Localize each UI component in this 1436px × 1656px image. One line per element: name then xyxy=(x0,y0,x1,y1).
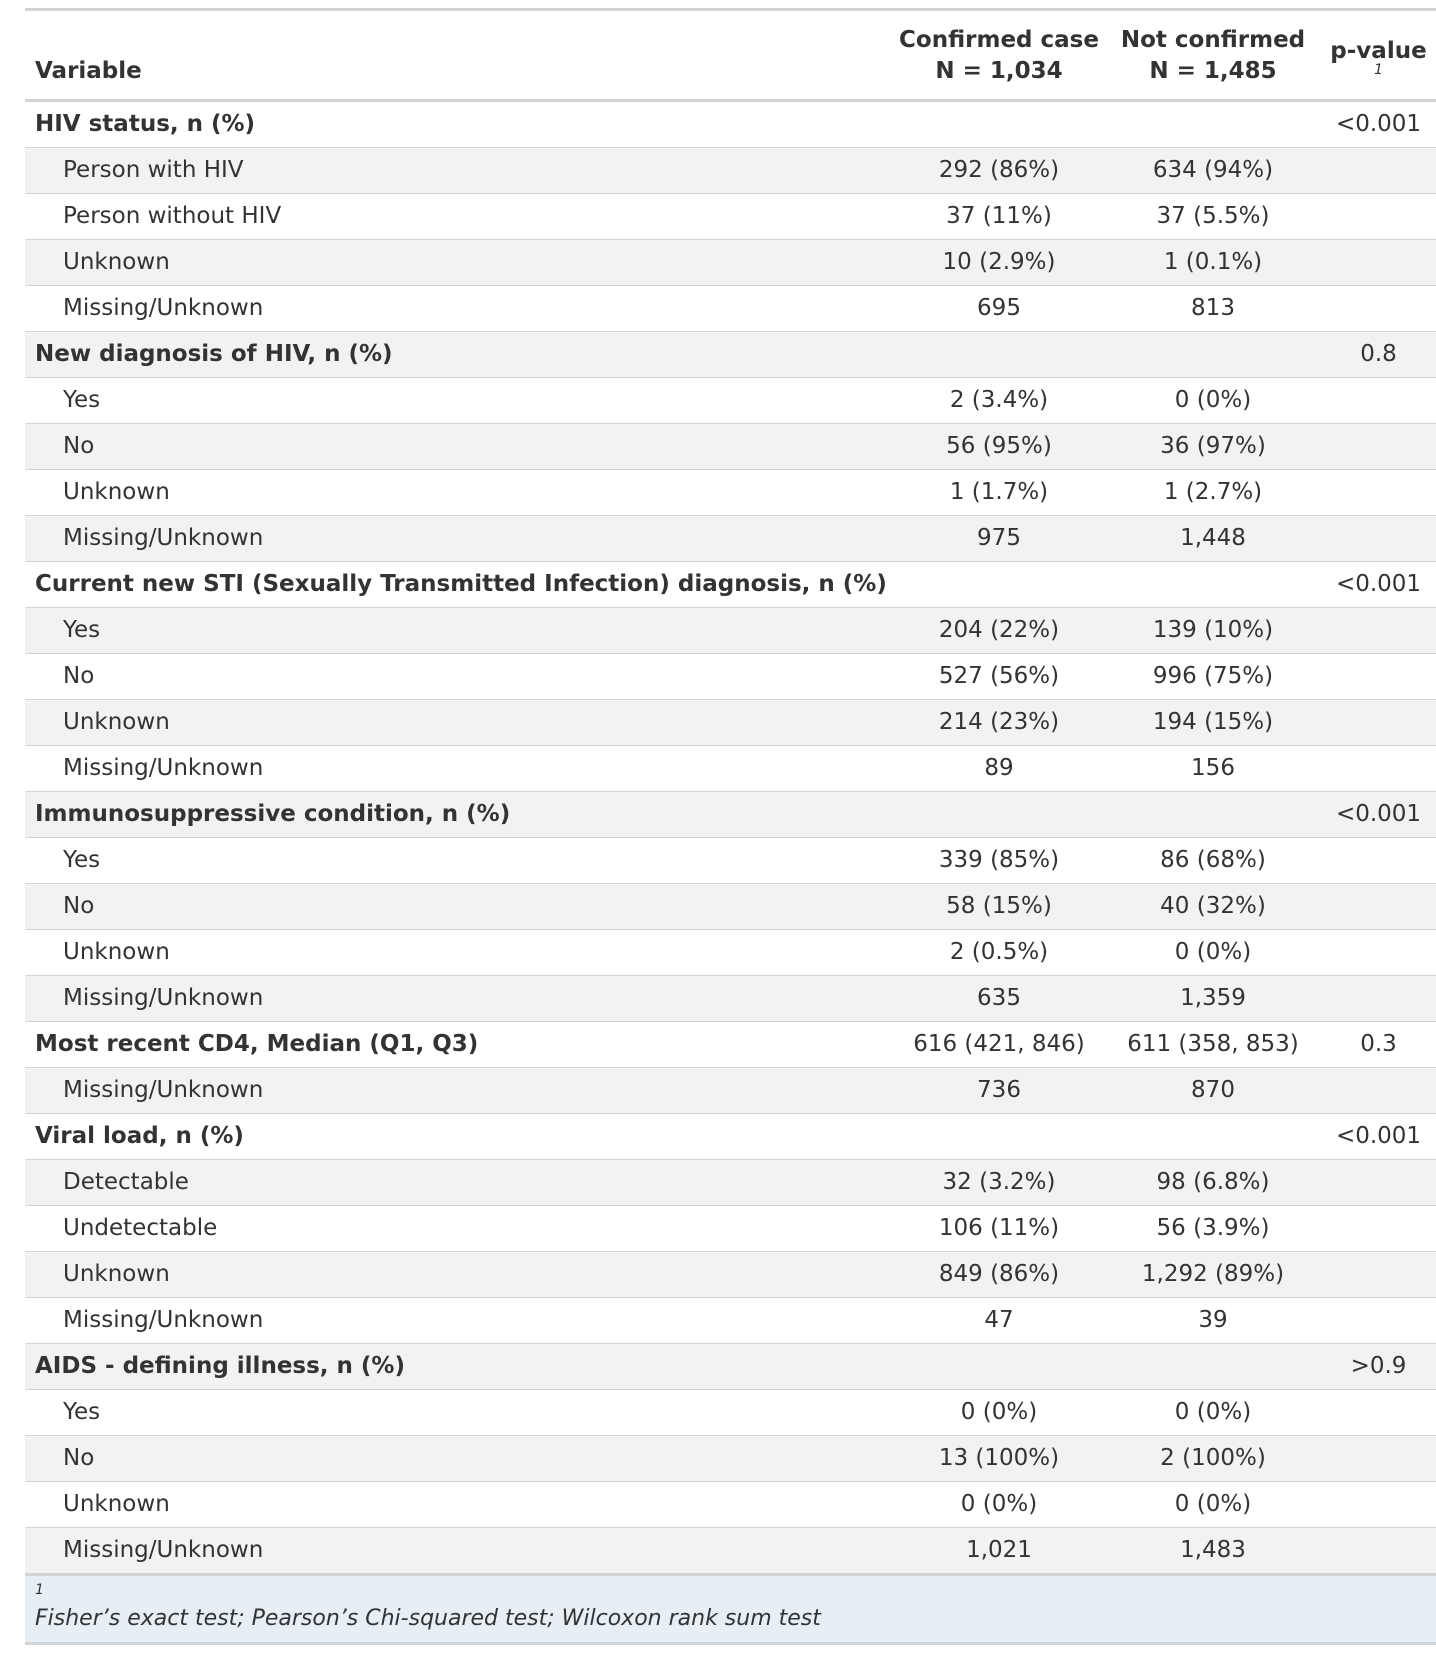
cell-p-value xyxy=(1321,1436,1436,1482)
table-row xyxy=(25,194,1436,240)
cell-not-confirmed: 1,483 xyxy=(1105,1528,1321,1575)
cell-confirmed: 47 xyxy=(893,1298,1105,1344)
cell-confirmed: 13 (100%) xyxy=(893,1436,1105,1482)
table-row xyxy=(25,148,1436,194)
table-row xyxy=(25,884,1436,930)
table-row xyxy=(25,378,1436,424)
table-group-row xyxy=(25,1344,1436,1390)
cell-not-confirmed: 40 (32%) xyxy=(1105,884,1321,930)
cell-p-value xyxy=(1321,746,1436,792)
row-label: Yes xyxy=(25,378,893,424)
table-group-row xyxy=(25,1114,1436,1160)
row-label: Detectable xyxy=(25,1160,893,1206)
cell-confirmed: 635 xyxy=(893,976,1105,1022)
cell-p-value: 0.3 xyxy=(1321,1022,1436,1068)
header-not-confirmed-label: Not confirmed xyxy=(1120,27,1306,53)
table-row xyxy=(25,930,1436,976)
cell-p-value xyxy=(1321,838,1436,884)
footnote-mark: 1 xyxy=(35,1582,44,1598)
table-row xyxy=(25,1252,1436,1298)
cell-not-confirmed: 0 (0%) xyxy=(1105,378,1321,424)
header-p-value-footnote-mark: 1 xyxy=(1374,62,1383,78)
cell-p-value xyxy=(1321,424,1436,470)
cell-confirmed xyxy=(893,562,1105,608)
footnote-row xyxy=(25,1575,1436,1644)
cell-p-value: <0.001 xyxy=(1321,562,1436,608)
row-label: New diagnosis of HIV, n (%) xyxy=(25,332,893,378)
row-label: Unknown xyxy=(25,930,893,976)
cell-not-confirmed: 36 (97%) xyxy=(1105,424,1321,470)
cell-not-confirmed: 0 (0%) xyxy=(1105,1390,1321,1436)
row-label: Missing/Unknown xyxy=(25,1298,893,1344)
cell-p-value xyxy=(1321,194,1436,240)
cell-not-confirmed: 2 (100%) xyxy=(1105,1436,1321,1482)
table-row xyxy=(25,1482,1436,1528)
cell-p-value xyxy=(1321,516,1436,562)
cell-confirmed xyxy=(893,1114,1105,1160)
header-confirmed-label: Confirmed case xyxy=(899,27,1099,53)
cell-confirmed: 56 (95%) xyxy=(893,424,1105,470)
cell-not-confirmed: 98 (6.8%) xyxy=(1105,1160,1321,1206)
cell-p-value: <0.001 xyxy=(1321,101,1436,148)
cell-p-value xyxy=(1321,1068,1436,1114)
row-label: Unknown xyxy=(25,240,893,286)
cell-p-value xyxy=(1321,608,1436,654)
cell-p-value xyxy=(1321,1206,1436,1252)
cell-p-value xyxy=(1321,1390,1436,1436)
table-row xyxy=(25,654,1436,700)
header-row xyxy=(25,11,1436,101)
cell-confirmed: 0 (0%) xyxy=(893,1482,1105,1528)
cell-not-confirmed xyxy=(1105,792,1321,838)
row-label: HIV status, n (%) xyxy=(25,101,893,148)
cell-confirmed: 339 (85%) xyxy=(893,838,1105,884)
cell-confirmed: 2 (3.4%) xyxy=(893,378,1105,424)
cell-confirmed: 0 (0%) xyxy=(893,1390,1105,1436)
cell-confirmed: 10 (2.9%) xyxy=(893,240,1105,286)
cell-p-value xyxy=(1321,930,1436,976)
row-label: Current new STI (Sexually Transmitted Infection) diagnosis, n (%) xyxy=(25,562,893,608)
row-label: Immunosuppressive condition, n (%) xyxy=(25,792,893,838)
cell-confirmed: 736 xyxy=(893,1068,1105,1114)
row-label: No xyxy=(25,884,893,930)
table-group-row xyxy=(25,332,1436,378)
cell-confirmed: 32 (3.2%) xyxy=(893,1160,1105,1206)
cell-confirmed: 58 (15%) xyxy=(893,884,1105,930)
row-label: Unknown xyxy=(25,1252,893,1298)
cell-p-value: <0.001 xyxy=(1321,1114,1436,1160)
table-row xyxy=(25,424,1436,470)
cell-confirmed: 37 (11%) xyxy=(893,194,1105,240)
cell-confirmed: 204 (22%) xyxy=(893,608,1105,654)
cell-not-confirmed: 1,448 xyxy=(1105,516,1321,562)
row-label: Unknown xyxy=(25,470,893,516)
header-confirmed xyxy=(893,11,1105,101)
cell-p-value xyxy=(1321,1252,1436,1298)
table-body xyxy=(25,101,1436,1575)
cell-p-value xyxy=(1321,654,1436,700)
footnote-text: Fisher’s exact test; Pearson’s Chi-squared test; Wilcoxon rank sum test xyxy=(35,1606,821,1631)
cell-not-confirmed: 37 (5.5%) xyxy=(1105,194,1321,240)
row-label: Unknown xyxy=(25,1482,893,1528)
table-row xyxy=(25,1160,1436,1206)
row-label: Most recent CD4, Median (Q1, Q3) xyxy=(25,1022,893,1068)
cell-confirmed: 89 xyxy=(893,746,1105,792)
cell-p-value xyxy=(1321,884,1436,930)
cell-not-confirmed: 0 (0%) xyxy=(1105,930,1321,976)
cell-confirmed: 616 (421, 846) xyxy=(893,1022,1105,1068)
cell-confirmed xyxy=(893,332,1105,378)
cell-not-confirmed: 156 xyxy=(1105,746,1321,792)
table-row xyxy=(25,286,1436,332)
cell-p-value xyxy=(1321,700,1436,746)
cell-not-confirmed xyxy=(1105,101,1321,148)
header-p-value xyxy=(1321,11,1436,101)
cell-confirmed xyxy=(893,101,1105,148)
cell-confirmed: 527 (56%) xyxy=(893,654,1105,700)
cell-confirmed: 2 (0.5%) xyxy=(893,930,1105,976)
cell-not-confirmed: 0 (0%) xyxy=(1105,1482,1321,1528)
cell-p-value xyxy=(1321,1298,1436,1344)
table-row xyxy=(25,746,1436,792)
cell-not-confirmed: 1,292 (89%) xyxy=(1105,1252,1321,1298)
cell-not-confirmed: 870 xyxy=(1105,1068,1321,1114)
cell-p-value xyxy=(1321,148,1436,194)
table-group-row xyxy=(25,101,1436,148)
cell-not-confirmed: 611 (358, 853) xyxy=(1105,1022,1321,1068)
table-row xyxy=(25,516,1436,562)
cell-confirmed: 292 (86%) xyxy=(893,148,1105,194)
cell-not-confirmed xyxy=(1105,562,1321,608)
table-row xyxy=(25,1298,1436,1344)
cell-not-confirmed: 996 (75%) xyxy=(1105,654,1321,700)
cell-not-confirmed: 1 (2.7%) xyxy=(1105,470,1321,516)
cell-confirmed: 1 (1.7%) xyxy=(893,470,1105,516)
cell-p-value: >0.9 xyxy=(1321,1344,1436,1390)
table-row xyxy=(25,1390,1436,1436)
footnote-cell xyxy=(25,1575,1436,1644)
header-variable: Variable xyxy=(25,11,893,101)
cell-not-confirmed xyxy=(1105,1344,1321,1390)
row-label: Person without HIV xyxy=(25,194,893,240)
cell-confirmed: 1,021 xyxy=(893,1528,1105,1575)
cell-not-confirmed: 39 xyxy=(1105,1298,1321,1344)
row-label: Missing/Unknown xyxy=(25,1068,893,1114)
table-row xyxy=(25,976,1436,1022)
cell-not-confirmed: 1 (0.1%) xyxy=(1105,240,1321,286)
table-row xyxy=(25,1068,1436,1114)
table-row xyxy=(25,470,1436,516)
table-row xyxy=(25,608,1436,654)
table-row xyxy=(25,240,1436,286)
cell-not-confirmed xyxy=(1105,1114,1321,1160)
table-row xyxy=(25,1528,1436,1575)
row-label: Viral load, n (%) xyxy=(25,1114,893,1160)
table-group-row xyxy=(25,562,1436,608)
cell-confirmed xyxy=(893,792,1105,838)
cell-not-confirmed: 813 xyxy=(1105,286,1321,332)
cell-confirmed: 214 (23%) xyxy=(893,700,1105,746)
cell-p-value xyxy=(1321,378,1436,424)
cell-confirmed: 106 (11%) xyxy=(893,1206,1105,1252)
row-label: Unknown xyxy=(25,700,893,746)
header-confirmed-n: N = 1,034 xyxy=(935,58,1063,84)
cell-p-value xyxy=(1321,1528,1436,1575)
table-footer xyxy=(25,1575,1436,1644)
row-label: Missing/Unknown xyxy=(25,516,893,562)
table-row xyxy=(25,1206,1436,1252)
cell-confirmed: 849 (86%) xyxy=(893,1252,1105,1298)
cell-not-confirmed: 1,359 xyxy=(1105,976,1321,1022)
cell-confirmed: 975 xyxy=(893,516,1105,562)
table-row xyxy=(25,1436,1436,1482)
cell-confirmed: 695 xyxy=(893,286,1105,332)
cell-not-confirmed xyxy=(1105,332,1321,378)
row-label: Missing/Unknown xyxy=(25,976,893,1022)
table-group-row xyxy=(25,1022,1436,1068)
row-label: Missing/Unknown xyxy=(25,1528,893,1575)
table-header xyxy=(25,11,1436,101)
cell-p-value: <0.001 xyxy=(1321,792,1436,838)
row-label: No xyxy=(25,424,893,470)
cell-p-value xyxy=(1321,470,1436,516)
cell-p-value xyxy=(1321,1160,1436,1206)
cell-p-value xyxy=(1321,1482,1436,1528)
row-label: Yes xyxy=(25,838,893,884)
row-label: AIDS - defining illness, n (%) xyxy=(25,1344,893,1390)
row-label: No xyxy=(25,654,893,700)
row-label: Yes xyxy=(25,608,893,654)
cell-not-confirmed: 56 (3.9%) xyxy=(1105,1206,1321,1252)
cell-not-confirmed: 86 (68%) xyxy=(1105,838,1321,884)
header-not-confirmed-n: N = 1,485 xyxy=(1149,58,1277,84)
row-label: No xyxy=(25,1436,893,1482)
cell-p-value xyxy=(1321,976,1436,1022)
row-label: Missing/Unknown xyxy=(25,746,893,792)
cell-p-value xyxy=(1321,286,1436,332)
row-label: Missing/Unknown xyxy=(25,286,893,332)
cell-p-value: 0.8 xyxy=(1321,332,1436,378)
cell-not-confirmed: 634 (94%) xyxy=(1105,148,1321,194)
cell-p-value xyxy=(1321,240,1436,286)
row-label: Yes xyxy=(25,1390,893,1436)
summary-table-container xyxy=(25,8,1436,1645)
cell-not-confirmed: 139 (10%) xyxy=(1105,608,1321,654)
cell-confirmed xyxy=(893,1344,1105,1390)
summary-table xyxy=(25,11,1436,1645)
row-label: Undetectable xyxy=(25,1206,893,1252)
table-row xyxy=(25,700,1436,746)
table-row xyxy=(25,838,1436,884)
row-label: Person with HIV xyxy=(25,148,893,194)
header-p-value-label: p-value xyxy=(1330,38,1427,64)
cell-not-confirmed: 194 (15%) xyxy=(1105,700,1321,746)
header-not-confirmed xyxy=(1105,11,1321,101)
table-group-row xyxy=(25,792,1436,838)
